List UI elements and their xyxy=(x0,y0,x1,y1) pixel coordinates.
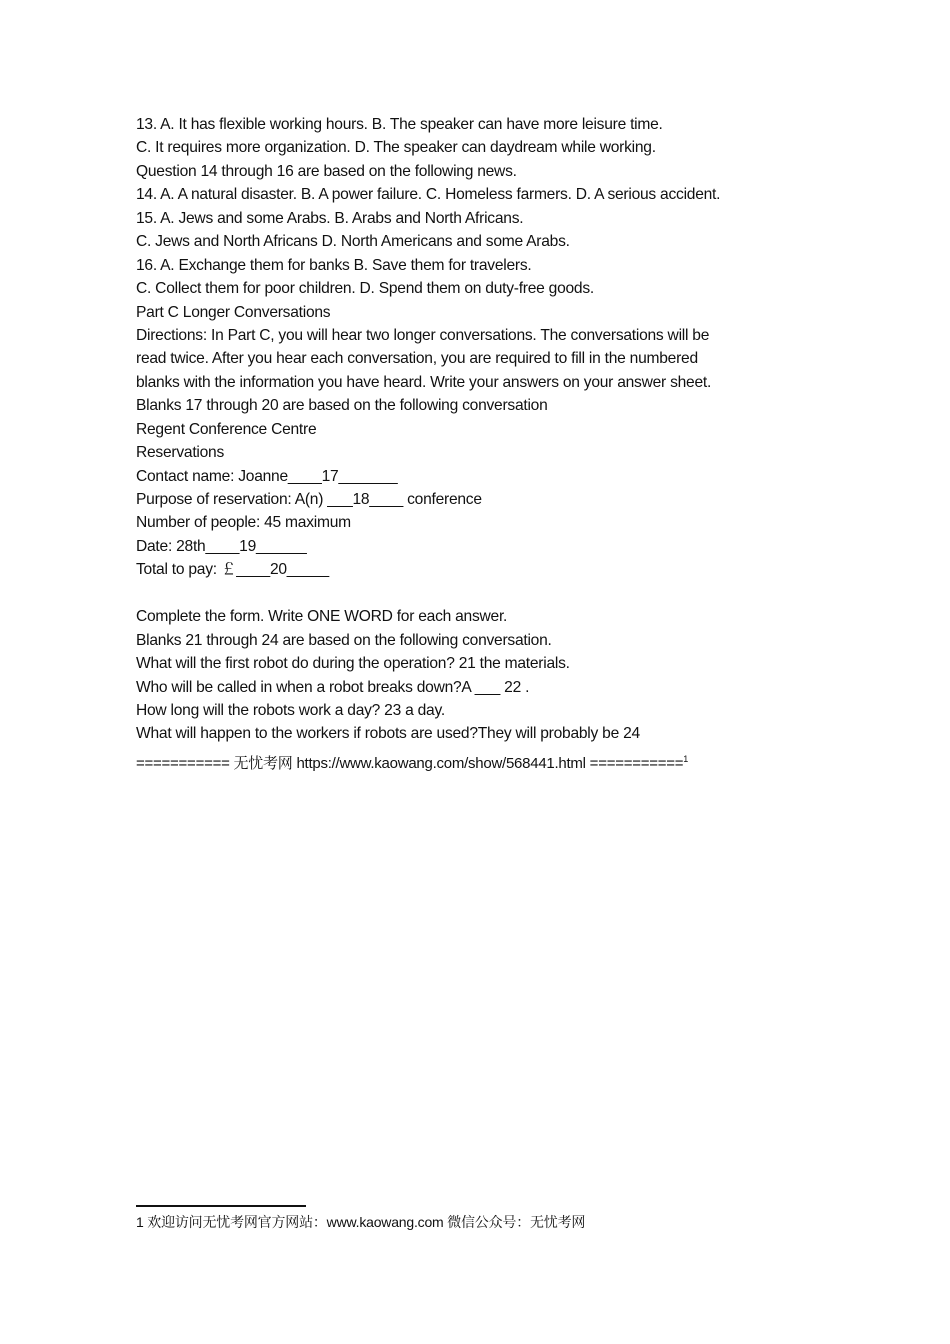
text-line: Total to pay: ￡____20_____ xyxy=(136,561,329,579)
text-line: 14. A. A natural disaster. B. A power failure. C. Homeless farmers. D. A serious accident. xyxy=(136,186,721,204)
text-line: How long will the robots work a day? 23 a day. xyxy=(136,701,445,719)
source-separator xyxy=(136,752,720,775)
footnote-reference[interactable]: 1 xyxy=(683,753,689,764)
text-line: Reservations xyxy=(136,444,225,462)
text-line: 16. A. Exchange them for banks B. Save them for travelers. xyxy=(136,256,532,274)
text-line: What will the first robot do during the operation? 21 the materials. xyxy=(136,655,570,673)
text-line: Question 14 through 16 are based on the following news. xyxy=(136,162,517,180)
text-line: Directions: In Part C, you will hear two longer conversations. The conversations will be xyxy=(136,326,710,344)
text-line: 15. A. Jews and some Arabs. B. Arabs and North Africans. xyxy=(136,209,524,227)
text-line: Part C Longer Conversations xyxy=(136,303,331,321)
text-line: Blanks 17 through 20 are based on the following conversation xyxy=(136,397,548,415)
text-line: Blanks 21 through 24 are based on the following conversation. xyxy=(136,631,552,649)
separator-text: =========== 无忧考网 https://www.kaowang.com/show/568441.html =========== xyxy=(136,754,684,772)
text-line: C. Collect them for poor children. D. Spend them on duty-free goods. xyxy=(136,280,594,298)
text-line: C. It requires more organization. D. The speaker can daydream while working. xyxy=(136,139,656,157)
question-lines xyxy=(136,113,720,582)
text-line: Regent Conference Centre xyxy=(136,420,317,438)
footnote: 1 欢迎访问无忧考网官方网站：www.kaowang.com 微信公众号：无忧考网 xyxy=(136,1214,586,1230)
text-line: C. Jews and North Africans D. North Americans and some Arabs. xyxy=(136,233,570,251)
text-line: blanks with the information you have heard. Write your answers on your answer sheet. xyxy=(136,373,712,391)
text-line: Number of people: 45 maximum xyxy=(136,514,351,532)
text-line: Contact name: Joanne____17_______ xyxy=(136,467,398,485)
text-line: Who will be called in when a robot breaks down?A ___ 22 . xyxy=(136,678,530,696)
text-line: read twice. After you hear each conversation, you are required to fill in the numbered xyxy=(136,350,698,368)
conversation-lines xyxy=(136,605,720,746)
document-body xyxy=(136,113,720,775)
text-line: What will happen to the workers if robots are used?They will probably be 24 xyxy=(136,725,640,743)
text-line: Purpose of reservation: A(n) ___18____ conference xyxy=(136,491,482,508)
text-line: Date: 28th____19______ xyxy=(136,537,307,555)
footnote-divider xyxy=(136,1205,306,1207)
text-line: 13. A. It has flexible working hours. B. The speaker can have more leisure time. xyxy=(136,116,663,133)
text-line: Complete the form. Write ONE WORD for each answer. xyxy=(136,608,508,626)
